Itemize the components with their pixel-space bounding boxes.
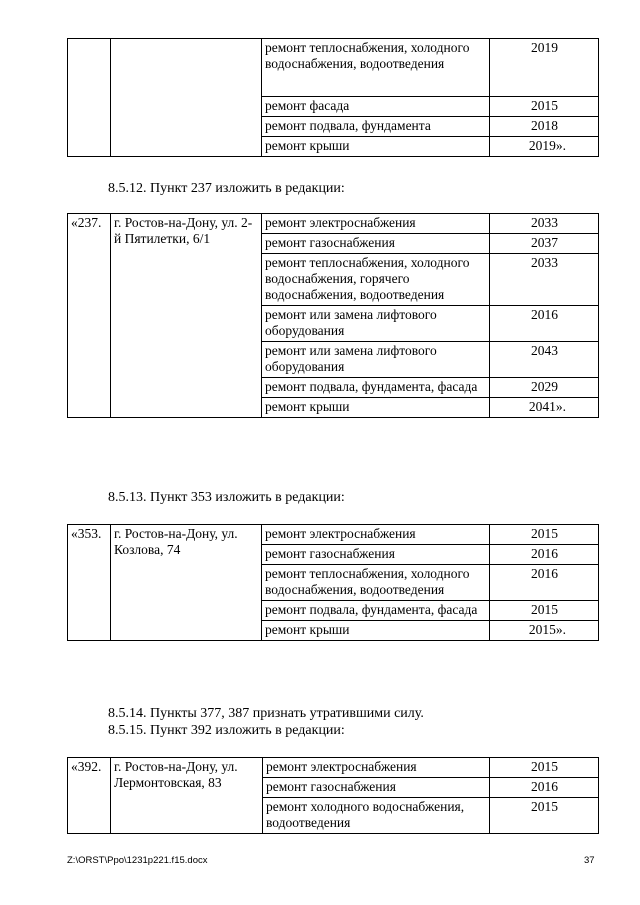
footer-file-path: Z:\ORST\Ppo\1231p221.f15.docx [67,855,208,866]
paragraph-8-5-14: 8.5.14. Пункты 377, 387 признать утратившими силу. [108,706,424,721]
year-cell: 2019». [490,137,599,157]
page-number: 37 [584,855,595,866]
work-cell: ремонт теплоснабжения, холодного водоснабжения, горячего водоснабжения, водоотведения [262,254,490,306]
work-cell: ремонт крыши [262,398,490,418]
year-cell: 2029 [490,378,599,398]
table-row [68,758,599,778]
item-number-cell: «392. [68,758,111,834]
work-cell: ремонт электроснабжения [262,214,490,234]
work-cell: ремонт электроснабжения [263,758,490,778]
address-cell: г. Ростов-на-Дону, ул. 2-й Пятилетки, 6/1 [111,214,262,418]
works-table-continued [67,38,599,157]
table-row [68,214,599,234]
table-row [68,39,599,97]
work-cell: ремонт подвала, фундамента, фасада [262,378,490,398]
year-cell: 2016 [490,778,599,798]
item-number-cell [68,39,111,157]
paragraph-8-5-13: 8.5.13. Пункт 353 изложить в редакции: [108,490,345,505]
works-table-353 [67,524,599,641]
year-cell: 2015 [490,601,599,621]
year-cell: 2015 [490,525,599,545]
work-cell: ремонт теплоснабжения, холодного водоснабжения, водоотведения [262,39,490,97]
work-cell: ремонт газоснабжения [262,234,490,254]
works-table-237 [67,213,599,418]
year-cell: 2015 [490,758,599,778]
work-cell: ремонт теплоснабжения, холодного водоснабжения, водоотведения [262,565,490,601]
year-cell: 2019 [490,39,599,97]
item-number-cell: «237. [68,214,111,418]
work-cell: ремонт или замена лифтового оборудования [262,306,490,342]
work-cell: ремонт крыши [262,137,490,157]
year-cell: 2016 [490,306,599,342]
year-cell: 2016 [490,565,599,601]
work-cell: ремонт холодного водоснабжения, водоотведения [263,798,490,834]
address-cell: г. Ростов-на-Дону, ул. Лермонтовская, 83 [111,758,263,834]
table-row [68,525,599,545]
year-cell: 2015 [490,97,599,117]
paragraph-8-5-15: 8.5.15. Пункт 392 изложить в редакции: [108,723,345,738]
work-cell: ремонт или замена лифтового оборудования [262,342,490,378]
year-cell: 2033 [490,254,599,306]
year-cell: 2018 [490,117,599,137]
works-table-392 [67,757,599,834]
work-cell: ремонт подвала, фундамента, фасада [262,601,490,621]
work-cell: ремонт газоснабжения [262,545,490,565]
item-number-cell: «353. [68,525,111,641]
year-cell: 2015». [490,621,599,641]
year-cell: 2041». [490,398,599,418]
work-cell: ремонт электроснабжения [262,525,490,545]
paragraph-8-5-12: 8.5.12. Пункт 237 изложить в редакции: [108,181,345,196]
year-cell: 2043 [490,342,599,378]
work-cell: ремонт крыши [262,621,490,641]
work-cell: ремонт фасада [262,97,490,117]
address-cell [111,39,262,157]
work-cell: ремонт газоснабжения [263,778,490,798]
year-cell: 2016 [490,545,599,565]
address-cell: г. Ростов-на-Дону, ул. Козлова, 74 [111,525,262,641]
year-cell: 2015 [490,798,599,834]
year-cell: 2033 [490,214,599,234]
work-cell: ремонт подвала, фундамента [262,117,490,137]
year-cell: 2037 [490,234,599,254]
